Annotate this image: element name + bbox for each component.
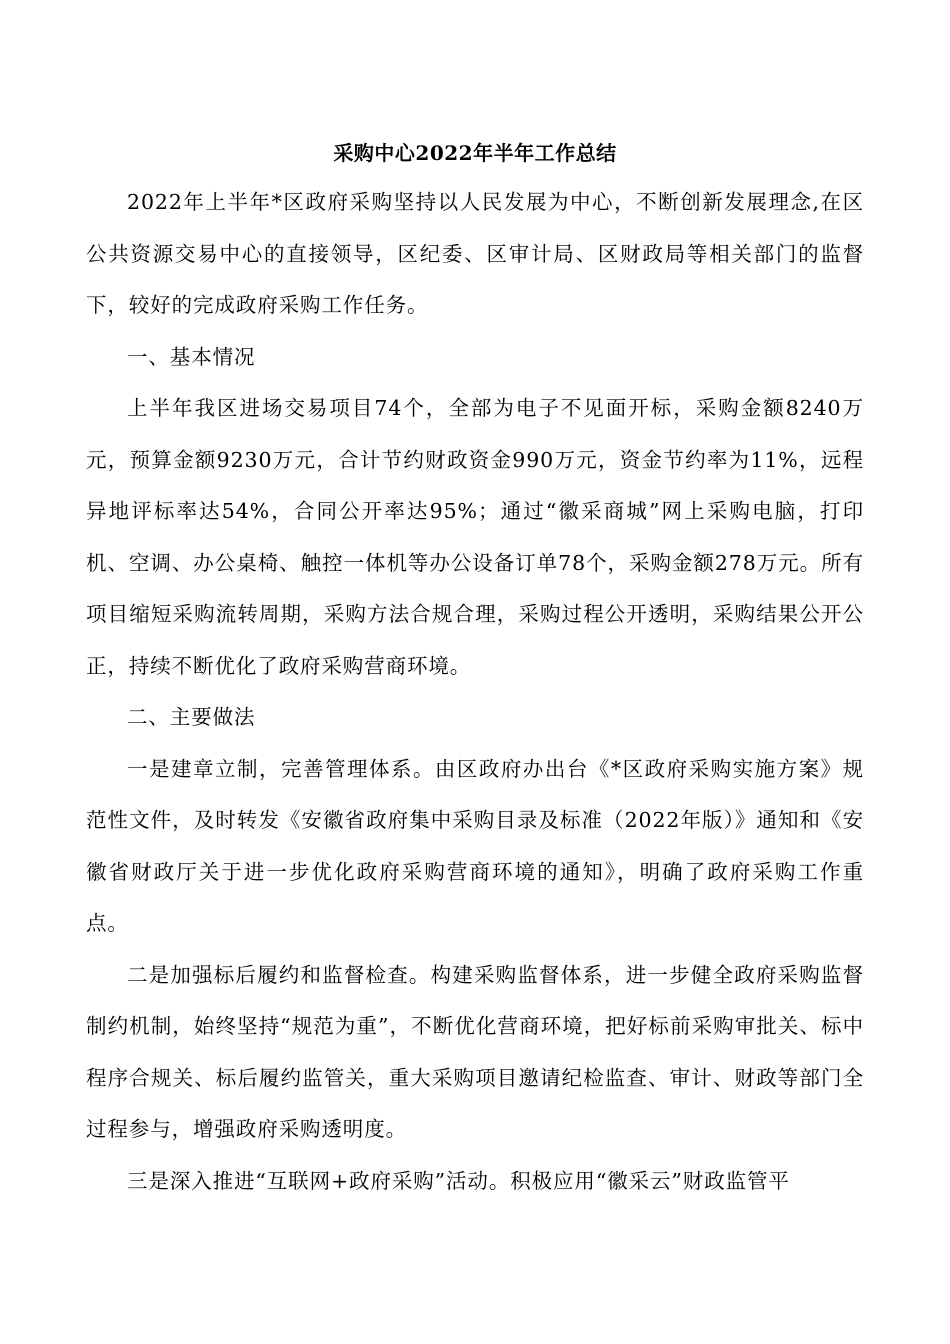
section-heading-basic-situation: 一、基本情况 [127,344,256,369]
paragraph-intro: 2022年上半年*区政府采购坚持以人民发展为中心，不断创新发展理念,在区公共资源交易中心的直接领导，区纪委、区审计局、区财政局等相关部门的监督下，较好的完成政府采购工作任务。 [86,190,864,317]
section-heading-main-practices: 二、主要做法 [127,705,256,729]
paragraph-practice-1: 一是建章立制，完善管理体系。由区政府办出台《*区政府采购实施方案》规范性文件，及时转发《安徽省政府集中采购目录及标准（2022年版）》通知和《安徽省财政厅关于进一步优化政府采购营商环境的通知》，明确了政府采购工作重点。 [86,756,864,935]
document-body [86,133,864,1207]
paragraph-basic-situation: 上半年我区进场交易项目74个，全部为电子不见面开标，采购金额8240万元，预算金额9230万元，合计节约财政资金990万元，资金节约率为11%，远程异地评标率达54%，合同公开率达95%；通过“徽采商城”网上采购电脑，打印机、空调、办公桌椅、触控一体机等办公设备订单78个，采购金额278万元。所有项目缩短采购流转周期，采购方法合规合理，采购过程公开透明，采购结果公开公正，持续不断优化了政府采购营商环境。 [86,396,864,678]
document-title: 采购中心2022年半年工作总结 [333,141,617,165]
paragraph-practice-2: 二是加强标后履约和监督检查。构建采购监督体系，进一步健全政府采购监督制约机制，始终坚持“规范为重”，不断优化营商环境，把好标前采购审批关、标中程序合规关、标后履约监管关，重大采购项目邀请纪检监查、审计、财政等部门全过程参与，增强政府采购透明度。 [86,962,864,1141]
paragraph-practice-3: 三是深入推进“互联网+政府采购”活动。积极应用“徽采云”财政监管平 [127,1168,790,1193]
